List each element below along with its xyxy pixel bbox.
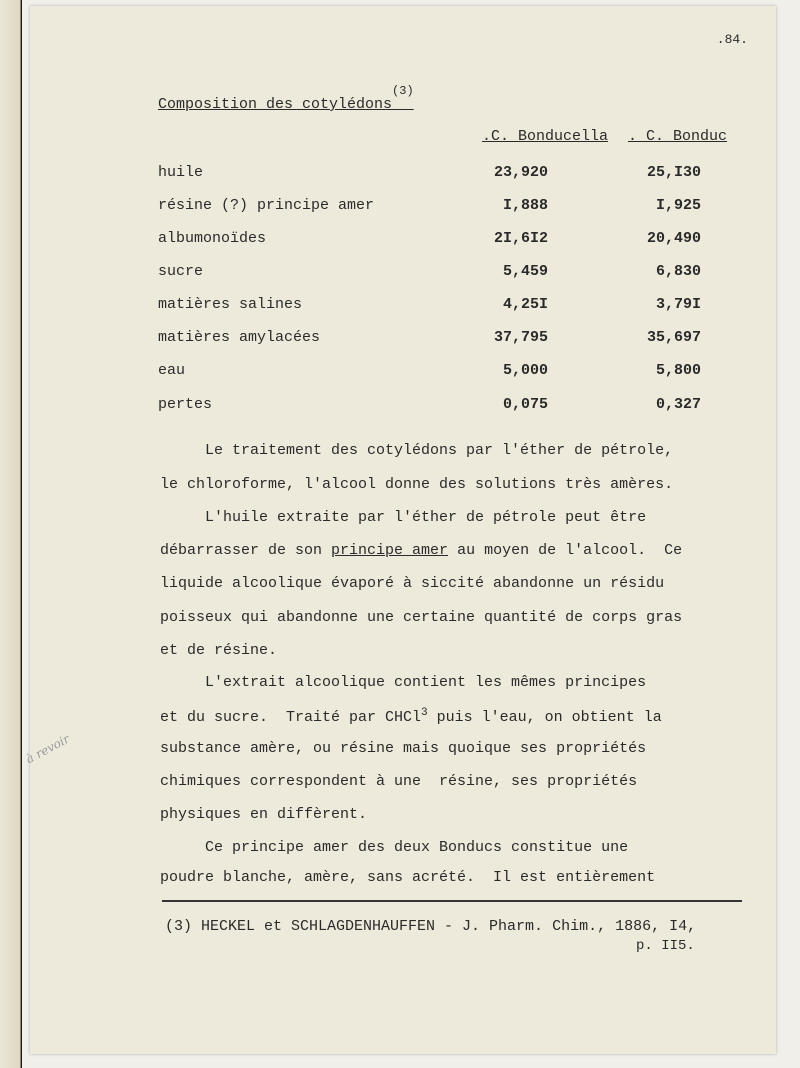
facing-page-edge xyxy=(0,0,21,1068)
bonducella-value: 0,075 xyxy=(502,396,548,413)
bonducella-value: 2I,6I2 xyxy=(493,230,548,247)
footnote-divider xyxy=(162,900,742,902)
body-line: Le traitement des cotylédons par l'éther de pétrole, xyxy=(160,442,674,459)
bonduc-value: 20,490 xyxy=(646,230,701,247)
row-label: albumonoïdes xyxy=(158,230,267,247)
bonduc-value: 35,697 xyxy=(646,329,701,346)
table-row xyxy=(158,296,718,318)
body-line: chimiques correspondent à une résine, ses propriétés xyxy=(160,773,638,790)
bonduc-value: 0,327 xyxy=(655,396,701,413)
bonduc-value: 25,I30 xyxy=(646,164,701,181)
bonducella-value: 37,795 xyxy=(493,329,548,346)
column-header-bonduc: . C. Bonduc xyxy=(628,128,728,145)
row-label: matières salines xyxy=(158,296,303,313)
body-line: substance amère, ou résine mais quoique ses propriétés xyxy=(160,740,647,757)
column-header-bonducella: .C. Bonducella xyxy=(482,128,609,145)
body-line-end: puis l'eau, on obtient la xyxy=(427,709,662,726)
table-row xyxy=(158,164,718,186)
body-line: le chloroforme, l'alcool donne des solutions très amères. xyxy=(160,476,674,493)
body-line: L'extrait alcoolique contient les mêmes principes xyxy=(160,674,647,691)
table-heading xyxy=(158,84,414,113)
body-line: Ce principe amer des deux Bonducs constitue une xyxy=(160,839,629,856)
body-line: poudre blanche, amère, sans acrété. Il est entièrement xyxy=(160,869,656,886)
table-heading-text: Composition des cotylédons xyxy=(158,96,393,113)
body-line-start: et du sucre. Traité par CHCl xyxy=(160,709,422,726)
row-label: eau xyxy=(158,362,186,379)
footnote-continuation: p. II5. xyxy=(636,938,695,954)
page-number: .84. xyxy=(716,32,748,47)
row-label: matières amylacées xyxy=(158,329,321,346)
table-row xyxy=(158,329,718,351)
table-row xyxy=(158,263,718,285)
table-row xyxy=(158,230,718,252)
bonduc-value: 5,800 xyxy=(655,362,701,379)
row-label: sucre xyxy=(158,263,204,280)
row-label: huile xyxy=(158,164,204,181)
bonducella-value: 5,000 xyxy=(502,362,548,379)
bonducella-value: I,888 xyxy=(502,197,548,214)
row-label: résine (?) principe amer xyxy=(158,197,375,214)
row-label: pertes xyxy=(158,396,213,413)
footnote: (3) HECKEL et SCHLAGDENHAUFFEN - J. Pharm. Chim., 1886, I4, xyxy=(165,918,697,935)
body-line: et de résine. xyxy=(160,642,278,659)
body-line xyxy=(160,707,740,726)
bonduc-value: I,925 xyxy=(655,197,701,214)
bonducella-value: 5,459 xyxy=(502,263,548,280)
body-line xyxy=(160,542,740,559)
margin-annotation: à revoir xyxy=(23,731,72,767)
table-row xyxy=(158,362,718,384)
heading-footnote-ref: (3) xyxy=(392,84,414,98)
body-line: liquide alcoolique évaporé à siccité abandonne un résidu xyxy=(160,575,665,592)
bonduc-value: 6,830 xyxy=(655,263,701,280)
body-line: L'huile extraite par l'éther de pétrole peut être xyxy=(160,509,647,526)
body-line: physiques en diffèrent. xyxy=(160,806,368,823)
bonducella-value: 4,25I xyxy=(502,296,548,313)
chcl-superscript: 3 xyxy=(421,707,428,719)
table-row xyxy=(158,396,718,418)
body-line: poisseux qui abandonne une certaine quantité de corps gras xyxy=(160,609,683,626)
bonducella-value: 23,920 xyxy=(493,164,548,181)
body-line-end: au moyen de l'alcool. Ce xyxy=(448,542,683,559)
body-line-start: débarrasser de son xyxy=(160,542,332,559)
table-row xyxy=(158,197,718,219)
underlined-phrase: principe amer xyxy=(331,542,449,559)
bonduc-value: 3,79I xyxy=(655,296,701,313)
